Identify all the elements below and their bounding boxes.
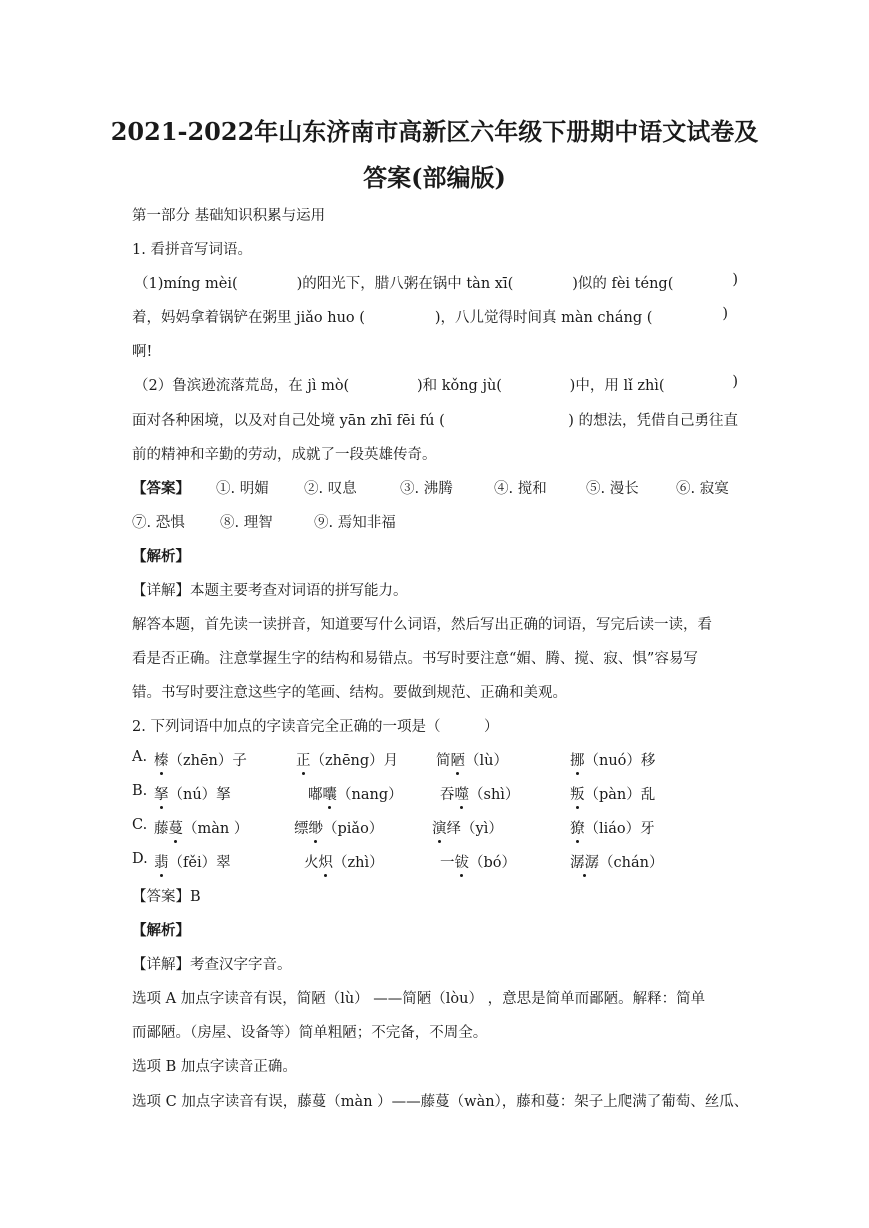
- question-1-explanation-line-1: 解答本题，首先读一读拼音，知道要写什么词语，然后写出正确的词语，写完后读一读，看: [132, 617, 712, 633]
- text-seg: )似的 fèi téng(: [572, 276, 674, 292]
- option-word: [440, 851, 516, 872]
- word-suffix: 绎（yì）: [446, 821, 503, 837]
- question-2-option-b-line: 选项 B 加点字读音正确。: [132, 1059, 297, 1075]
- dotted-character: 獠: [570, 817, 585, 838]
- text-seg: （1)míng mèi(: [134, 276, 238, 292]
- option-word: [570, 817, 655, 838]
- question-2-option-row: [132, 817, 655, 837]
- dotted-character: 陋: [451, 749, 466, 770]
- word-suffix: （lù）: [465, 753, 508, 769]
- answer-item: ②. 叹息: [304, 481, 357, 497]
- option-word: [154, 817, 248, 838]
- option-word: [308, 783, 403, 804]
- text-seg: ): [732, 272, 738, 288]
- option-word: [570, 851, 663, 872]
- word-suffix: （fěi）翠: [168, 855, 231, 871]
- word-suffix: （piǎo）: [323, 821, 384, 837]
- word-prefix: 火: [304, 855, 319, 871]
- option-letter: D.: [132, 851, 148, 867]
- word-suffix: （liáo）牙: [584, 821, 655, 837]
- question-2-detail: 【详解】考查汉字字音。: [132, 957, 292, 973]
- word-suffix: （màn ）: [183, 821, 249, 837]
- question-2-option-row: [132, 851, 664, 871]
- option-word: [154, 749, 247, 770]
- dotted-character: 叛: [570, 783, 585, 804]
- option-word: [432, 817, 503, 838]
- word-prefix: 缥: [294, 821, 309, 837]
- text-seg: )，八儿觉得时间真 màn cháng (: [434, 310, 653, 326]
- word-prefix: 藤: [154, 821, 169, 837]
- answer-item: ③. 沸腾: [400, 481, 453, 497]
- word-suffix: （zhì）: [333, 855, 384, 871]
- answer-item: ⑨. 焉知非福: [314, 515, 396, 531]
- option-letter: B.: [132, 783, 148, 799]
- answer-item: ⑤. 漫长: [586, 481, 639, 497]
- section-heading: 第一部分 基础知识积累与运用: [132, 208, 326, 224]
- option-letter: A.: [132, 749, 148, 765]
- word-suffix: （nang）: [337, 787, 403, 803]
- word-suffix: （nuó）移: [584, 753, 656, 769]
- dotted-character: 囔: [323, 783, 338, 804]
- dotted-character: 翡: [154, 851, 169, 872]
- text-seg: ) 的想法，凭借自己勇往直: [568, 413, 738, 429]
- text-seg: )和 kǒng jù(: [416, 378, 502, 394]
- answer-item: ⑧. 理智: [220, 515, 273, 531]
- document-title-line-2: 答案(部编版): [363, 163, 506, 192]
- word-suffix: （nú）拏: [168, 787, 231, 803]
- option-word: [154, 783, 231, 804]
- question-1-part-1-line-1: [134, 272, 738, 293]
- question-2-option-a-line-2: 而鄙陋。（房屋、设备等）简单粗陋；不完备，不周全。: [132, 1025, 488, 1041]
- option-word: [440, 783, 519, 804]
- text-seg: )中，用 lǐ zhì(: [569, 378, 665, 394]
- question-2-option-row: [132, 783, 656, 803]
- answer-item: ④. 搅和: [494, 481, 547, 497]
- question-2-option-row: [132, 749, 656, 769]
- question-1-answers-row-1: [132, 477, 742, 497]
- question-1-explanation-line-2: 看是否正确。注意掌握生字的结构和易错点。书写时要注意“媚、腾、搅、寂、惧”容易写: [132, 651, 698, 667]
- dotted-character: 潺潺: [570, 851, 599, 872]
- question-1-part-1-line-2: [132, 306, 728, 327]
- question-1-part-2-line-3: 前的精神和辛勤的劳动，成就了一段英雄传奇。: [132, 447, 437, 463]
- question-1-analysis-label: 【解析】: [132, 548, 190, 565]
- word-suffix: （pàn）乱: [584, 787, 656, 803]
- dotted-character: 噬: [455, 783, 470, 804]
- option-word: [570, 749, 655, 770]
- question-2-stem: 2. 下列词语中加点的字读音完全正确的一项是（ ）: [132, 719, 499, 735]
- question-1-part-2-line-2: [132, 409, 738, 430]
- answer-label: 【答案】: [132, 480, 190, 497]
- question-2-answer: 【答案】B: [132, 889, 201, 905]
- text-seg: 着，妈妈拿着锅铲在粥里 jiǎo huo (: [132, 310, 365, 326]
- word-suffix: （bó）: [469, 855, 517, 871]
- option-word: [570, 783, 655, 804]
- text-seg: 面对各种困境，以及对自己处境 yān zhī fēi fú (: [132, 413, 445, 429]
- word-suffix: （zhēn）子: [168, 753, 247, 769]
- answer-item: ⑥. 寂寞: [676, 481, 729, 497]
- text-seg: )的阳光下，腊八粥在锅中 tàn xī(: [296, 276, 514, 292]
- question-2-analysis-label: 【解析】: [132, 922, 190, 939]
- answer-item: ①. 明媚: [216, 481, 269, 497]
- question-2-option-a-line-1: 选项 A 加点字读音有误，简陋（lù） ——简陋（lòu） ，意思是简单而鄙陋。解释：简单: [132, 991, 706, 1007]
- question-2-option-c-line: 选项 C 加点字读音有误，藤蔓（màn ）——藤蔓（wàn），藤和蔓：架子上爬满了葡萄、丝瓜、: [132, 1094, 749, 1110]
- dotted-character: 演: [432, 817, 447, 838]
- word-prefix: 嘟: [308, 787, 323, 803]
- dotted-character: 正: [296, 749, 311, 770]
- word-prefix: 简: [436, 753, 451, 769]
- option-word: [154, 851, 231, 872]
- dotted-character: 拏: [154, 783, 169, 804]
- text-seg: ): [722, 306, 728, 322]
- question-1-part-1-line-3: 啊!: [132, 344, 153, 360]
- question-1-answers-row-2: [132, 511, 742, 531]
- option-word: [436, 749, 508, 770]
- question-1-stem: 1. 看拼音写词语。: [132, 242, 252, 258]
- dotted-character: 钹: [455, 851, 470, 872]
- document-title-line-1: 2021-2022年山东济南市高新区六年级下册期中语文试卷及: [110, 117, 759, 146]
- dotted-character: 炽: [319, 851, 334, 872]
- word-prefix: 吞: [440, 787, 455, 803]
- option-word: [294, 817, 383, 838]
- word-suffix: （chán）: [599, 855, 664, 871]
- word-suffix: （shì）: [469, 787, 520, 803]
- question-1-explanation-line-3: 错。书写时要注意这些字的笔画、结构。要做到规范、正确和美观。: [132, 685, 567, 701]
- option-word: [296, 749, 398, 770]
- answer-item: ⑦. 恐惧: [132, 515, 185, 531]
- dotted-character: 挪: [570, 749, 585, 770]
- text-seg: （2）鲁滨逊流落荒岛，在 jì mò(: [134, 378, 350, 394]
- option-word: [304, 851, 384, 872]
- dotted-character: 缈: [309, 817, 324, 838]
- word-suffix: （zhēng）月: [310, 753, 399, 769]
- question-1-part-2-line-1: [134, 374, 738, 395]
- dotted-character: 蔓: [169, 817, 184, 838]
- option-letter: C.: [132, 817, 148, 833]
- word-prefix: 一: [440, 855, 455, 871]
- dotted-character: 榛: [154, 749, 169, 770]
- text-seg: ): [732, 374, 738, 390]
- question-1-detail: 【详解】本题主要考查对词语的拼写能力。: [132, 583, 408, 599]
